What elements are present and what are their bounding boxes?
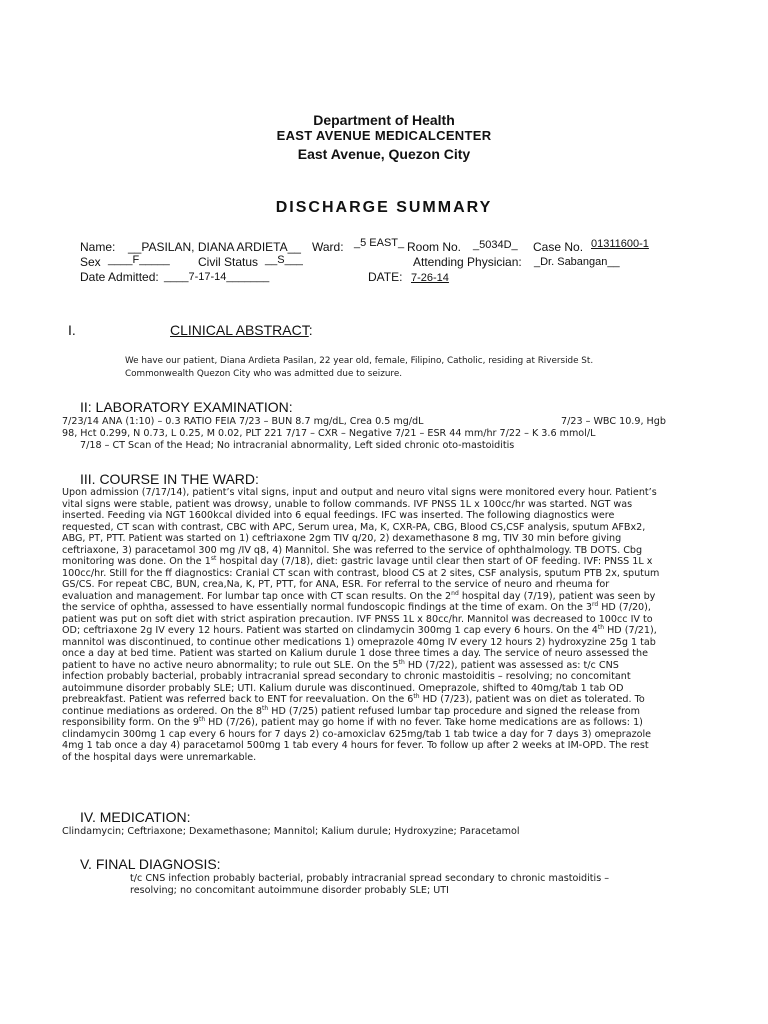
civil-status-value: __S___: [265, 254, 303, 266]
room-value: _5034D_: [473, 239, 518, 251]
ward-label: Ward:: [312, 240, 344, 254]
attending-physician-label: Attending Physician:: [413, 255, 522, 269]
name-value: __PASILAN, DIANA ARDIETA__: [128, 240, 301, 254]
lab-line-3: 7/18 – CT Scan of the Head; No intracranial abnormality, Left sided chronic oto-mastoiditis: [80, 440, 515, 451]
hospital-address: East Avenue, Quezon City: [297, 146, 471, 162]
room-label: Room No.: [407, 240, 462, 254]
clinical-abstract-text: We have our patient, Diana Ardieta Pasilan, 22 year old, female, Filipino, Catholic, residing at Riverside St. Commonwealth Quezon City who was admitted due to seizure.: [125, 356, 594, 379]
section-1-title: CLINICAL ABSTRACT:: [170, 322, 313, 338]
civil-status-label: Civil Status: [198, 255, 259, 269]
lab-line-1-wbc: 7/23 – WBC 10.9, Hgb: [561, 416, 666, 427]
section-1-number: I.: [68, 322, 76, 338]
date-admitted-value: ____7-17-14_______: [164, 271, 270, 283]
department-heading: Department of Health: [313, 112, 455, 128]
lab-line-2: 98, Hct 0.299, N 0.73, L 0.25, M 0.02, PLT 221 7/17 – CXR – Negative 7/21 – ESR 44 mm/hr 7/22 – K 3.6 mmol/L: [62, 428, 596, 439]
name-label: Name:: [80, 240, 116, 254]
sex-value: ____F_____: [108, 254, 170, 266]
lab-line-1: 7/23/14 ANA (1:10) – 0.3 RATIO FEIA 7/23 – BUN 8.7 mg/dL, Crea 0.5 mg/dL: [62, 416, 424, 427]
date-value: 7-26-14: [411, 272, 449, 284]
section-5-title: V. FINAL DIAGNOSIS:: [80, 856, 221, 872]
section-3-title: III. COURSE IN THE WARD:: [80, 471, 259, 487]
case-value: 01311600-1: [591, 238, 649, 250]
final-diagnosis-text: t/c CNS infection probably bacterial, probably intracranial spread secondary to chronic mastoiditis – resolving; no concomitant autoimmune disorder probably SLE; UTI: [130, 873, 610, 896]
date-label: DATE:: [368, 270, 403, 284]
course-in-the-ward-text: Upon admission (7/17/14), patient’s vital signs, input and output and neuro vital signs were monitored every hour. Patient’s vital signs were stable, patient was drowsy, unable to follow commands. IVF PNSS 1L x 100cc/hr was started. NGT was inserted. Feeding via NGT 1600kcal divided into 6 equal feedings. IFC was inserted. The following diagnostics were requested, CT scan with contrast, CBC with APC, Serum urea, Ma, K, CXR-PA, CBG, Blood CS,CSF analysis, sputum AFBx2, ABG, PT, PTT. Patient was started on 1) ceftriaxone 2gm TIV q/20, 2) dexamethasone 8 mg, TIV 30 min before giving ceftriaxone, 3) paracetamol 300 mg /IV q8, 4) Mannitol. She was referred to the service of ophthalmology. TB DOTS. Cbg monitoring was done. On the 1st hospital day (7/18), diet: gastric lavage until clear then start of OF feeding. IVF: PNSS 1L x 100cc/hr. Still for the ff diagnostics: Cranial CT scan with contrast, blood CS at 2 sites, CSF analysis, sputum PTB 2x, sputum GS/CS. For repeat CBC, BUN, crea,Na, K, PT, PTT, for ANA, ESR. For referral to the service of neuro and rheuma for evaluation and management. For lumbar tap once with CT scan results. On the 2nd hospital day (7/19), patient was seen by the service of ophtha, assessed to have essentially normal fundoscopic findings at the time of exam. On the 3rd HD (7/20), patient was put on soft diet with strict aspiration precaution. IVF PNSS 1L x 80cc/hr. Mannitol was decreased to 100cc IV to OD; ceftriaxone 2g IV every 12 hours. Patient was started on clindamycin 300mg 1 cap every 6 hours. On the 4th HD (7/21), mannitol was discontinued, to continue other medications 1) omeprazole 40mg IV every 12 hours 2) hydroxyzine 25g 1 tab once a day at bed time. Patient was started on Kalium durule 1 dose three times a day. The service of neuro assessed the patient to have no active neuro abnormality; to rule out SLE. On the 5th HD (7/22), patient was assessed as: t/c CNS infection probably bacterial, probably intracranial spread secondary to chronic mastoiditis – resolving; no concomitant autoimmune disorder probably SLE; UTI. Kalium durule was discontinued. Omeprazole, shifted to 40mg/tab 1 tab OD prebreakfast. Patient was referred back to ENT for reevaluation. On the 6th HD (7/23), patient was on diet as tolerated. To continue mediations as ordered. On the 8th HD (7/25) patient refused lumbar tap procedure and signed the release from responsibility form. On the 9th HD (7/26), patient may go home if with no fever. Take home medications are as follows: 1) clindamycin 300mg 1 cap every 6 hours for 7 days 2) co-amoxiclav 625mg/tab 1 tab twice a day for 7 days 3) omeprazole 4mg 1 tab once a day 4) paracetamol 500mg 1 tab every 4 hours for fever. To follow up after 2 weeks at IM-OPD. The rest of the hospital days were unremarkable.: [62, 487, 660, 763]
sex-label: Sex: [80, 255, 101, 269]
medication-text: Clindamycin; Ceftriaxone; Dexamethasone; Mannitol; Kalium durule; Hydroxyzine; Paracetamol: [62, 826, 520, 837]
section-4-title: IV. MEDICATION:: [80, 809, 191, 825]
case-label: Case No.: [533, 240, 584, 254]
section-2-title: II: LABORATORY EXAMINATION:: [80, 399, 293, 415]
attending-physician-value: _Dr. Sabangan__: [534, 256, 620, 268]
document-title: DISCHARGE SUMMARY: [275, 199, 493, 216]
hospital-name: EAST AVENUE MEDICALCENTER: [276, 128, 492, 143]
ward-value: _5 EAST_: [354, 237, 405, 249]
date-admitted-label: Date Admitted:: [80, 270, 159, 284]
